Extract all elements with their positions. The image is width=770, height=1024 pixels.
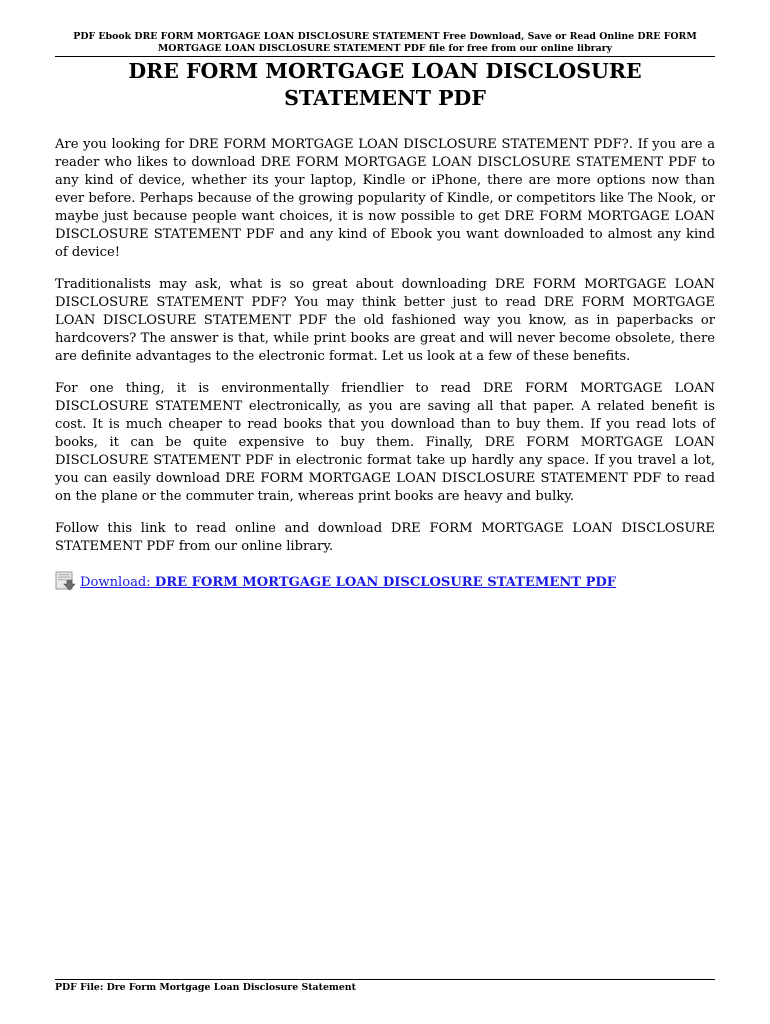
download-link-prefix: Download:	[80, 575, 155, 590]
paragraph-traditionalists: Traditionalists may ask, what is so great about downloading DRE FORM MORTGAGE LOAN DISCLOSURE STATEMENT PDF? You may think better just to read DRE FORM MORTGAGE LOAN DISCLOSURE STATEMENT PDF the old fashioned way you know, as in paperbacks or hardcovers? The answer is that, while print books are great and will never become obsolete, there are definite advantages to the electronic format. Let us look at a few of these benefits.	[55, 277, 715, 364]
footer-divider	[55, 979, 715, 980]
download-icon[interactable]	[55, 571, 76, 591]
paragraph-benefits: For one thing, it is environmentally friendlier to read DRE FORM MORTGAGE LOAN DISCLOSURE STATEMENT electronically, as you are saving all that paper. A related benefit is cost. It is much cheaper to read books that you download than to buy them. If you read lots of books, it can be quite expensive to buy them. Finally, DRE FORM MORTGAGE LOAN DISCLOSURE STATEMENT PDF in electronic format take up hardly any space. If you travel a lot, you can easily download DRE FORM MORTGAGE LOAN DISCLOSURE STATEMENT PDF to read on the plane or the commuter train, whereas print books are heavy and bulky.	[55, 381, 715, 504]
document-body	[55, 136, 715, 592]
document-page	[55, 0, 715, 1024]
paragraph-follow-link: Follow this link to read online and download DRE FORM MORTGAGE LOAN DISCLOSURE STATEMENT PDF from our online library.	[55, 521, 715, 554]
download-link-target: DRE FORM MORTGAGE LOAN DISCLOSURE STATEMENT PDF	[154, 575, 617, 590]
paragraph-intro: Are you looking for DRE FORM MORTGAGE LOAN DISCLOSURE STATEMENT PDF?. If you are a reader who likes to download DRE FORM MORTGAGE LOAN DISCLOSURE STATEMENT PDF to any kind of device, whether its your laptop, Kindle or iPhone, there are more options now than ever before. Perhaps because of the growing popularity of Kindle, or competitors like The Nook, or maybe just because people want choices, it is now possible to get DRE FORM MORTGAGE LOAN DISCLOSURE STATEMENT PDF and any kind of Ebook you want downloaded to almost any kind of device!	[55, 137, 715, 260]
document-title: DRE FORM MORTGAGE LOAN DISCLOSURE STATEMENT PDF	[128, 59, 642, 110]
download-link[interactable]	[80, 574, 616, 592]
header-divider	[55, 56, 715, 57]
page-footer: PDF File: Dre Form Mortgage Loan Disclosure Statement	[55, 982, 356, 993]
download-row	[55, 574, 715, 592]
page-header: PDF Ebook DRE FORM MORTGAGE LOAN DISCLOSURE STATEMENT Free Download, Save or Read Online DRE FORM MORTGAGE LOAN DISCLOSURE STATEMENT PDF file for free from our online library	[73, 31, 697, 54]
